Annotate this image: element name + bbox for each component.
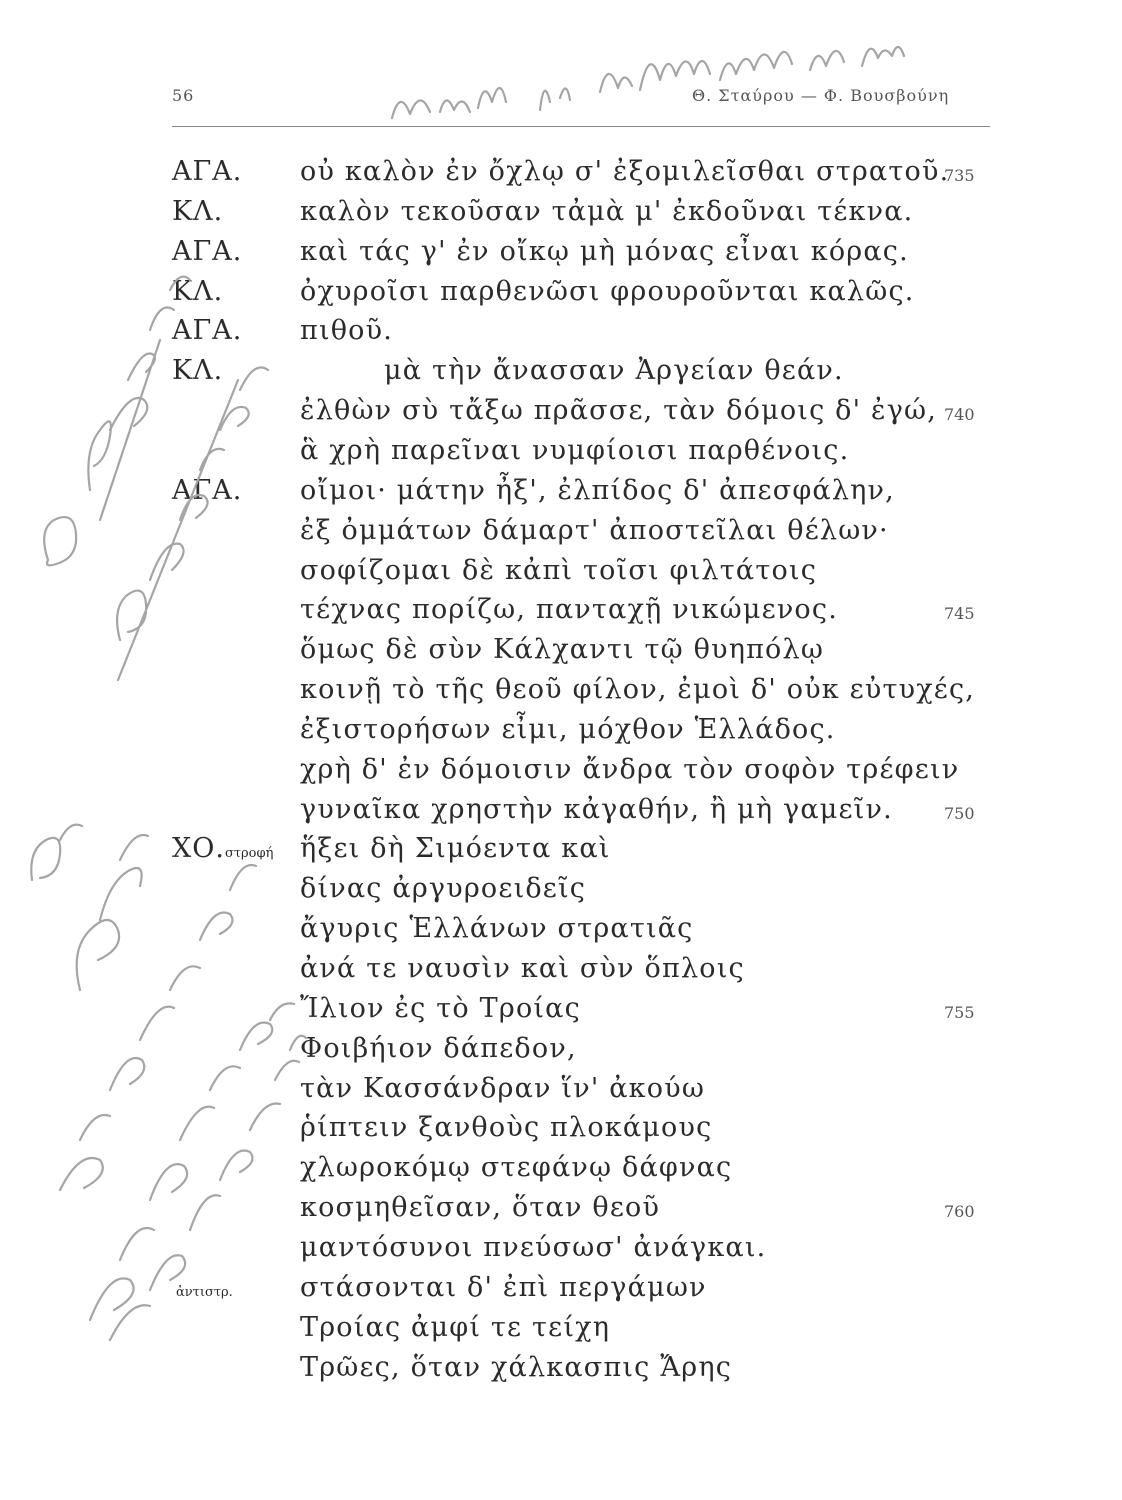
verse-text: Φοιβήιον δάπεδον, — [300, 1033, 577, 1064]
stanza-marker: στροφή — [224, 846, 274, 861]
margin-scribble-left-3 — [31, 825, 148, 990]
verse-text: ἐξιστορήσων εἶμι, μόχθον Ἑλλάδος. — [300, 714, 836, 745]
verse-text: μὰ τὴν ἄνασσαν Ἀργείαν θεάν. — [384, 355, 844, 386]
margin-scribble-left-5 — [90, 1003, 294, 1320]
speaker-name: ΚΛ. — [172, 196, 224, 227]
speaker-name: ΚΛ. — [172, 355, 224, 386]
verse-text: ἀνά τε ναυσὶν καὶ σὺν ὅπλοις — [300, 953, 745, 984]
verse-text: ἐλθὼν σὺ τἄξω πρᾶσσε, τὰν δόμοις δ' ἐγώ, — [300, 395, 938, 426]
verse-text: πιθοῦ. — [300, 315, 394, 346]
verse-text: μαντόσυνοι πνεύσωσ' ἀνάγκαι. — [300, 1232, 767, 1263]
line-number: 740 — [944, 405, 975, 424]
verse-text: ἃ χρὴ παρεῖναι νυμφίοισι παρθένοις. — [300, 435, 850, 466]
margin-scribble-left-1 — [44, 277, 190, 566]
verse-text: ἐξ ὀμμάτων δάμαρτ' ἀποστεῖλαι θέλων· — [300, 515, 889, 546]
verse-text: Τρῶες, ὅταν χάλκασπις Ἄρης — [300, 1352, 733, 1383]
margin-scribble-left-2 — [117, 368, 268, 681]
verse-text: ἄγυρις Ἑλλάνων στρατιᾶς — [300, 913, 694, 944]
verse-text: χρὴ δ' ἐν δόμοισιν ἄνδρα τὸν σοφὸν τρέφειν — [300, 754, 960, 785]
line-number: 755 — [944, 1003, 975, 1022]
speaker-name: ΧΟ. — [172, 833, 225, 864]
speaker-name: ΑΓΑ. — [172, 156, 243, 187]
verse-text: χλωροκόμῳ στεφάνῳ δάφνας — [300, 1152, 733, 1183]
speaker-name: ΑΓΑ. — [172, 475, 243, 506]
verse-text: οὐ καλὸν ἐν ὄχλῳ σ' ἐξομιλεῖσθαι στρατοῦ. — [300, 156, 950, 187]
verse-text: τὰν Κασσάνδραν ἵν' ἀκούω — [300, 1073, 706, 1104]
margin-scribble-left-6 — [110, 1036, 306, 1340]
line-number: 735 — [944, 166, 975, 185]
verse-text: ῥίπτειν ξανθοὺς πλοκάμους — [300, 1112, 713, 1143]
verse-text: ἥξει δὴ Σιμόεντα καὶ — [300, 833, 611, 864]
speaker-name: ΑΓΑ. — [172, 315, 243, 346]
verse-text: δίνας ἀργυροειδεῖς — [300, 873, 587, 904]
stanza-marker: ἀντιστρ. — [176, 1285, 233, 1300]
verse-text: κοινῇ τὸ τῆς θεοῦ φίλον, ἐμοὶ δ' οὐκ εὐτυχές, — [300, 674, 976, 705]
margin-scribble-left-4 — [60, 865, 256, 1190]
speaker-name: ΚΛ. — [172, 276, 224, 307]
line-number: 760 — [944, 1202, 975, 1221]
verse-text: Τροίας ἀμφί τε τείχη — [300, 1312, 611, 1343]
verse-text: τέχνας πορίζω, πανταχῇ νικώμενος. — [300, 594, 838, 625]
verse-text: ὀχυροῖσι παρθενῶσι φρουροῦνται καλῶς. — [300, 276, 915, 307]
verse-text: στάσονται δ' ἐπὶ περγάμων — [300, 1272, 707, 1303]
verse-text: σοφίζομαι δὲ κἀπὶ τοῖσι φιλτάτοις — [300, 555, 818, 586]
margin-scribble-top — [392, 47, 904, 118]
running-title: Θ. Σταύρου — Φ. Βουσβούνη — [692, 86, 950, 105]
verse-text: καὶ τάς γ' ἐν οἴκῳ μὴ μόνας εἶναι κόρας. — [300, 236, 909, 267]
verse-text: οἴμοι· μάτην ἦξ', ἐλπίδος δ' ἀπεσφάλην, — [300, 475, 895, 506]
speaker-name: ΑΓΑ. — [172, 236, 243, 267]
page-number: 56 — [172, 86, 195, 105]
verse-text: καλὸν τεκοῦσαν τἀμὰ μ' ἐκδοῦναι τέκνα. — [300, 196, 914, 227]
verse-text: κοσμηθεῖσαν, ὅταν θεοῦ — [300, 1192, 661, 1223]
verse-text: ὅμως δὲ σὺν Κάλχαντι τῷ θυηπόλῳ — [300, 634, 825, 665]
verse-text: Ἴλιον ἐς τὸ Τροίας — [300, 993, 581, 1024]
verse-text: γυναῖκα χρηστὴν κἀγαθήν, ἢ μὴ γαμεῖν. — [300, 794, 893, 825]
line-number: 750 — [944, 804, 975, 823]
line-number: 745 — [944, 604, 975, 623]
